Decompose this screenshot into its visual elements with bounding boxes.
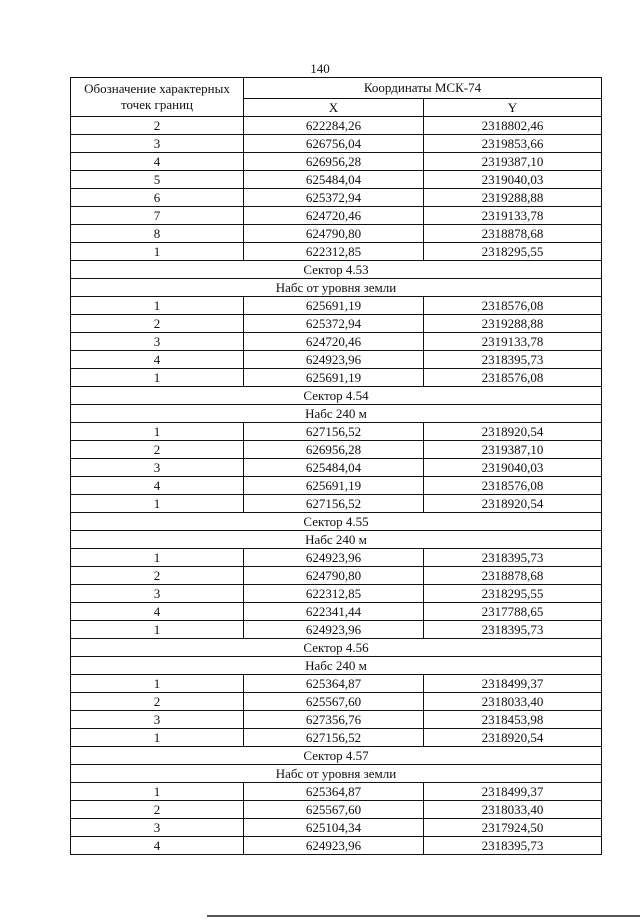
x-coordinate-cell: 625364,87 (244, 675, 424, 693)
table-row (71, 801, 602, 819)
y-column-header: Y (424, 98, 602, 116)
section-label: Набс 240 м (71, 657, 602, 675)
point-number-cell: 2 (71, 567, 244, 585)
section-label: Набс от уровня земли (71, 765, 602, 783)
x-coordinate-cell: 625691,19 (244, 297, 424, 315)
point-number-cell: 4 (71, 603, 244, 621)
point-number-cell: 3 (71, 711, 244, 729)
x-coordinate-cell: 625372,94 (244, 189, 424, 207)
table-row (71, 495, 602, 513)
y-coordinate-cell: 2318499,37 (424, 675, 602, 693)
section-label: Набс 240 м (71, 531, 602, 549)
point-number-cell: 5 (71, 171, 244, 189)
section-label: Сектор 4.56 (71, 639, 602, 657)
point-number-cell: 2 (71, 117, 244, 135)
table-row (71, 297, 602, 315)
x-column-header: X (244, 98, 424, 116)
table-row (71, 549, 602, 567)
point-number-cell: 1 (71, 423, 244, 441)
y-coordinate-cell: 2318453,98 (424, 711, 602, 729)
table-row (71, 783, 602, 801)
point-number-cell: 3 (71, 459, 244, 477)
y-coordinate-cell: 2318576,08 (424, 297, 602, 315)
y-coordinate-cell: 2319853,66 (424, 135, 602, 153)
point-column-header: Обозначение характерных точек границ (71, 78, 244, 117)
table-row (71, 675, 602, 693)
point-number-cell: 2 (71, 315, 244, 333)
section-row (71, 387, 602, 405)
y-coordinate-cell: 2319040,03 (424, 171, 602, 189)
x-coordinate-cell: 625484,04 (244, 459, 424, 477)
table-row (71, 477, 602, 495)
table-row (71, 819, 602, 837)
point-number-cell: 1 (71, 549, 244, 567)
table-body (71, 117, 602, 855)
section-label: Сектор 4.57 (71, 747, 602, 765)
x-coordinate-cell: 624923,96 (244, 351, 424, 369)
point-number-cell: 2 (71, 801, 244, 819)
point-number-cell: 1 (71, 297, 244, 315)
y-coordinate-cell: 2318395,73 (424, 837, 602, 855)
table-row (71, 369, 602, 387)
y-coordinate-cell: 2319387,10 (424, 153, 602, 171)
y-coordinate-cell: 2318920,54 (424, 423, 602, 441)
x-coordinate-cell: 624720,46 (244, 207, 424, 225)
table-row (71, 567, 602, 585)
x-coordinate-cell: 624923,96 (244, 837, 424, 855)
y-coordinate-cell: 2318295,55 (424, 585, 602, 603)
y-coordinate-cell: 2317788,65 (424, 603, 602, 621)
point-number-cell: 3 (71, 135, 244, 153)
section-row (71, 657, 602, 675)
point-number-cell: 4 (71, 351, 244, 369)
x-coordinate-cell: 624790,80 (244, 567, 424, 585)
x-coordinate-cell: 627156,52 (244, 495, 424, 513)
x-coordinate-cell: 625691,19 (244, 369, 424, 387)
table-row (71, 153, 602, 171)
table-row (71, 189, 602, 207)
x-coordinate-cell: 627156,52 (244, 729, 424, 747)
x-coordinate-cell: 624790,80 (244, 225, 424, 243)
y-coordinate-cell: 2319040,03 (424, 459, 602, 477)
point-number-cell: 4 (71, 153, 244, 171)
y-coordinate-cell: 2319387,10 (424, 441, 602, 459)
table-row (71, 243, 602, 261)
point-number-cell: 3 (71, 585, 244, 603)
y-coordinate-cell: 2318920,54 (424, 495, 602, 513)
x-coordinate-cell: 622284,26 (244, 117, 424, 135)
point-number-cell: 4 (71, 477, 244, 495)
y-coordinate-cell: 2318499,37 (424, 783, 602, 801)
point-number-cell: 6 (71, 189, 244, 207)
point-number-cell: 1 (71, 243, 244, 261)
table-row (71, 135, 602, 153)
x-coordinate-cell: 626956,28 (244, 441, 424, 459)
table-row (71, 225, 602, 243)
table-row (71, 207, 602, 225)
x-coordinate-cell: 625372,94 (244, 315, 424, 333)
x-coordinate-cell: 626756,04 (244, 135, 424, 153)
table-row (71, 315, 602, 333)
table-row (71, 171, 602, 189)
section-row (71, 279, 602, 297)
y-coordinate-cell: 2318878,68 (424, 225, 602, 243)
section-row (71, 261, 602, 279)
table-row (71, 711, 602, 729)
x-coordinate-cell: 625484,04 (244, 171, 424, 189)
point-number-cell: 8 (71, 225, 244, 243)
x-coordinate-cell: 624923,96 (244, 549, 424, 567)
y-coordinate-cell: 2318395,73 (424, 549, 602, 567)
section-row (71, 747, 602, 765)
x-coordinate-cell: 625364,87 (244, 783, 424, 801)
section-row (71, 639, 602, 657)
section-row (71, 405, 602, 423)
x-coordinate-cell: 625691,19 (244, 477, 424, 495)
point-number-cell: 1 (71, 369, 244, 387)
x-coordinate-cell: 624720,46 (244, 333, 424, 351)
y-coordinate-cell: 2318395,73 (424, 621, 602, 639)
x-coordinate-cell: 622312,85 (244, 243, 424, 261)
y-coordinate-cell: 2318395,73 (424, 351, 602, 369)
y-coordinate-cell: 2318878,68 (424, 567, 602, 585)
coordinates-table (70, 77, 602, 855)
x-coordinate-cell: 626956,28 (244, 153, 424, 171)
section-row (71, 531, 602, 549)
point-number-cell: 1 (71, 495, 244, 513)
table-row (71, 441, 602, 459)
section-row (71, 765, 602, 783)
table-row (71, 333, 602, 351)
point-number-cell: 7 (71, 207, 244, 225)
table-row (71, 585, 602, 603)
point-number-cell: 2 (71, 441, 244, 459)
point-number-cell: 1 (71, 675, 244, 693)
y-coordinate-cell: 2319288,88 (424, 315, 602, 333)
x-coordinate-cell: 622312,85 (244, 585, 424, 603)
y-coordinate-cell: 2319133,78 (424, 333, 602, 351)
point-number-cell: 2 (71, 693, 244, 711)
y-coordinate-cell: 2318576,08 (424, 369, 602, 387)
x-coordinate-cell: 624923,96 (244, 621, 424, 639)
point-number-cell: 3 (71, 819, 244, 837)
section-label: Сектор 4.53 (71, 261, 602, 279)
point-number-cell: 1 (71, 621, 244, 639)
table-row (71, 693, 602, 711)
x-coordinate-cell: 622341,44 (244, 603, 424, 621)
y-coordinate-cell: 2318576,08 (424, 477, 602, 495)
point-number-cell: 3 (71, 333, 244, 351)
table-row (71, 621, 602, 639)
y-coordinate-cell: 2318033,40 (424, 801, 602, 819)
x-coordinate-cell: 627356,76 (244, 711, 424, 729)
x-coordinate-cell: 625567,60 (244, 801, 424, 819)
table-row (71, 729, 602, 747)
point-number-cell: 1 (71, 783, 244, 801)
y-coordinate-cell: 2319133,78 (424, 207, 602, 225)
x-coordinate-cell: 627156,52 (244, 423, 424, 441)
section-label: Сектор 4.54 (71, 387, 602, 405)
x-coordinate-cell: 625567,60 (244, 693, 424, 711)
table-row (71, 351, 602, 369)
y-coordinate-cell: 2319288,88 (424, 189, 602, 207)
y-coordinate-cell: 2318033,40 (424, 693, 602, 711)
table-row (71, 603, 602, 621)
section-label: Сектор 4.55 (71, 513, 602, 531)
x-coordinate-cell: 625104,34 (244, 819, 424, 837)
point-number-cell: 1 (71, 729, 244, 747)
table-row (71, 459, 602, 477)
table-row (71, 423, 602, 441)
scan-edge-line (207, 915, 640, 917)
section-row (71, 513, 602, 531)
section-label: Набс 240 м (71, 405, 602, 423)
table-row (71, 837, 602, 855)
y-coordinate-cell: 2318802,46 (424, 117, 602, 135)
table-row (71, 117, 602, 135)
point-number-cell: 4 (71, 837, 244, 855)
y-coordinate-cell: 2318295,55 (424, 243, 602, 261)
y-coordinate-cell: 2318920,54 (424, 729, 602, 747)
page-number: 140 (310, 61, 330, 76)
coordinates-header: Координаты МСК-74 (244, 78, 602, 99)
y-coordinate-cell: 2317924,50 (424, 819, 602, 837)
section-label: Набс от уровня земли (71, 279, 602, 297)
